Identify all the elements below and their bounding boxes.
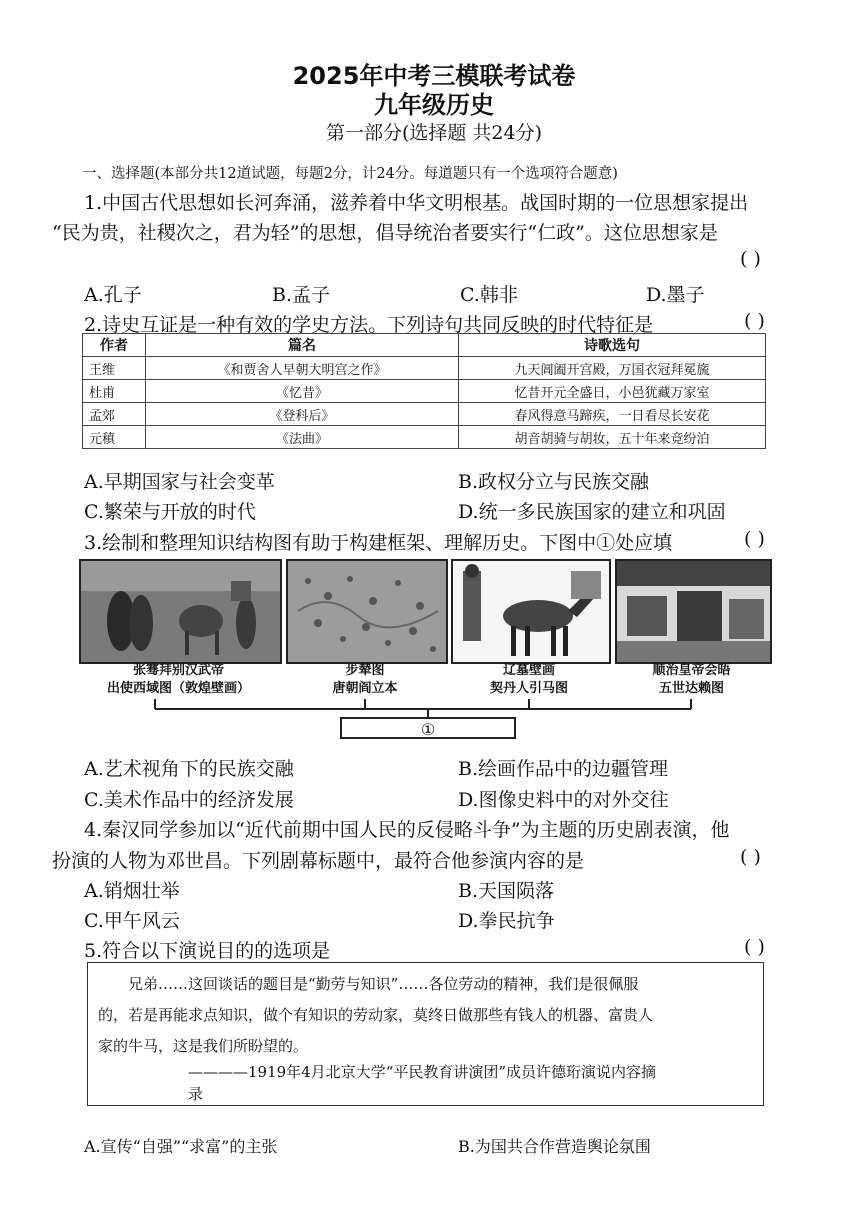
table-header: 篇名 — [146, 334, 459, 357]
q2-option-c: C.繁荣与开放的时代 — [84, 501, 256, 523]
exam-title: 2025年中考三模联考试卷 — [292, 62, 576, 90]
q4-option-c: C.甲午风云 — [84, 910, 180, 932]
q5-option-b: B.为国共合作营造舆论氛围 — [458, 1137, 651, 1156]
table-cell: 《忆昔》 — [146, 380, 459, 403]
q2-option-a: A.早期国家与社会变革 — [84, 471, 275, 493]
q4-answer-paren: ( ) — [740, 846, 761, 868]
q5-stem: 5.符合以下演说目的的选项是 — [84, 940, 331, 962]
painting-shunzhi-dalai — [615, 559, 772, 664]
table-cell: 春风得意马蹄疾，一日看尽长安花 — [459, 403, 766, 426]
caption-bu-nian — [286, 662, 444, 698]
quote-source: ————1919年4月北京大学“平民教育讲演团”成员许德珩演说内容摘 — [188, 1063, 657, 1081]
q4-line1: 4.秦汉同学参加以“近代前期中国人民的反侵略斗争”为主题的历史剧表演，他 — [84, 819, 730, 841]
quote-line: 的，若是再能求点知识，做个有知识的劳动家，莫终日做那些有钱人的机器、富贵人 — [98, 1006, 654, 1024]
subject-title: 九年级历史 — [374, 91, 494, 119]
q3-answer-paren: ( ) — [744, 528, 765, 550]
caption-line: 辽墓壁画 — [502, 663, 555, 678]
caption-line: 唐朝阎立本 — [332, 681, 398, 696]
painting-liao-tomb-mural — [451, 559, 611, 664]
q5-answer-paren: ( ) — [744, 936, 765, 958]
q1-option-a: A.孔子 — [84, 284, 142, 306]
caption-zhang-qian — [79, 662, 278, 698]
q1-option-b: B.孟子 — [272, 284, 331, 306]
section-instructions: 一、选择题(本部分共12道试题，每题2分，计24分。每道题只有一个选项符合题意) — [82, 166, 618, 182]
quote-line: 兄弟……这回谈话的题目是“勤劳与知识”……各位劳动的精神，我们是很佩服 — [128, 975, 639, 993]
q3-option-d: D.图像史料中的对外交往 — [458, 789, 669, 811]
bunian-illustration — [288, 561, 446, 662]
table-header: 作者 — [83, 334, 146, 357]
painting-bu-nian-tu — [286, 559, 448, 664]
table-cell: 忆昔开元全盛日，小邑犹藏万家室 — [459, 380, 766, 403]
table-cell: 《登科后》 — [146, 403, 459, 426]
q3-option-c: C.美术作品中的经济发展 — [84, 789, 294, 811]
table-row — [83, 380, 766, 403]
caption-line: 张骞拜别汉武帝 — [132, 663, 224, 678]
table-row — [83, 426, 766, 449]
q3-option-b: B.绘画作品中的边疆管理 — [458, 758, 669, 780]
shunzhi-illustration — [617, 561, 770, 662]
speech-quote-box — [87, 962, 764, 1106]
table-row — [83, 357, 766, 380]
q1-option-d: D.墨子 — [646, 284, 705, 306]
table-cell: 胡音胡骑与胡妆，五十年来竞纷泊 — [459, 426, 766, 449]
table-cell: 王维 — [83, 357, 146, 380]
caption-liao — [451, 662, 607, 698]
q2-answer-paren: ( ) — [744, 310, 765, 332]
q4-line2: 扮演的人物为邓世昌。下列剧幕标题中，最符合他参演内容的是 — [52, 850, 585, 872]
q3-option-a: A.艺术视角下的民族交融 — [84, 758, 294, 780]
caption-line: 步辇图 — [345, 663, 385, 678]
poem-table — [82, 333, 766, 449]
part-title: 第一部分(选择题 共24分) — [325, 122, 543, 144]
q2-option-b: B.政权分立与民族交融 — [458, 471, 650, 493]
blank-box-1: ① — [340, 717, 516, 739]
q2-option-d: D.统一多民族国家的建立和巩固 — [458, 501, 726, 523]
quote-line: 家的牛马，这是我们所盼望的。 — [98, 1037, 309, 1055]
table-cell: 元稹 — [83, 426, 146, 449]
q4-option-d: D.拳民抗争 — [458, 910, 555, 932]
table-cell: 《法曲》 — [146, 426, 459, 449]
caption-shunzhi — [615, 662, 768, 698]
table-cell: 《和贾舍人早朝大明宫之作》 — [146, 357, 459, 380]
q1-option-c: C.韩非 — [460, 284, 518, 306]
painting-zhang-qian-mural — [79, 559, 282, 664]
q3-stem: 3.绘制和整理知识结构图有助于构建框架、理解历史。下图中①处应填 — [84, 532, 673, 554]
caption-line: 出使西域图（敦煌壁画） — [106, 681, 250, 696]
q4-option-b: B.天国陨落 — [458, 880, 555, 902]
table-header-row — [83, 334, 766, 357]
q1-line1: 1.中国古代思想如长河奔涌，滋养着中华文明根基。战国时期的一位思想家提出 — [84, 192, 749, 214]
caption-line: 五世达赖图 — [658, 681, 724, 696]
table-cell: 杜甫 — [83, 380, 146, 403]
table-row — [83, 403, 766, 426]
q1-line2: “民为贵，社稷次之，君为轻”的思想，倡导统治者要实行“仁政”。这位思想家是 — [52, 222, 718, 244]
quote-source: 录 — [188, 1085, 204, 1103]
caption-line: 顺治皇帝会晤 — [652, 663, 731, 678]
table-header: 诗歌选句 — [459, 334, 766, 357]
caption-line: 契丹人引马图 — [489, 681, 568, 696]
table-cell: 九天阊阖开宫殿，万国衣冠拜冕旒 — [459, 357, 766, 380]
q2-stem: 2.诗史互证是一种有效的学史方法。下列诗句共同反映的时代特征是 — [84, 314, 654, 336]
mural-illustration — [81, 561, 280, 662]
q4-option-a: A.销烟壮举 — [84, 880, 180, 902]
liao-illustration — [453, 561, 609, 662]
table-cell: 孟郊 — [83, 403, 146, 426]
q5-option-a: A.宣传“自强”“求富”的主张 — [84, 1137, 278, 1156]
q1-answer-paren: ( ) — [740, 248, 761, 270]
